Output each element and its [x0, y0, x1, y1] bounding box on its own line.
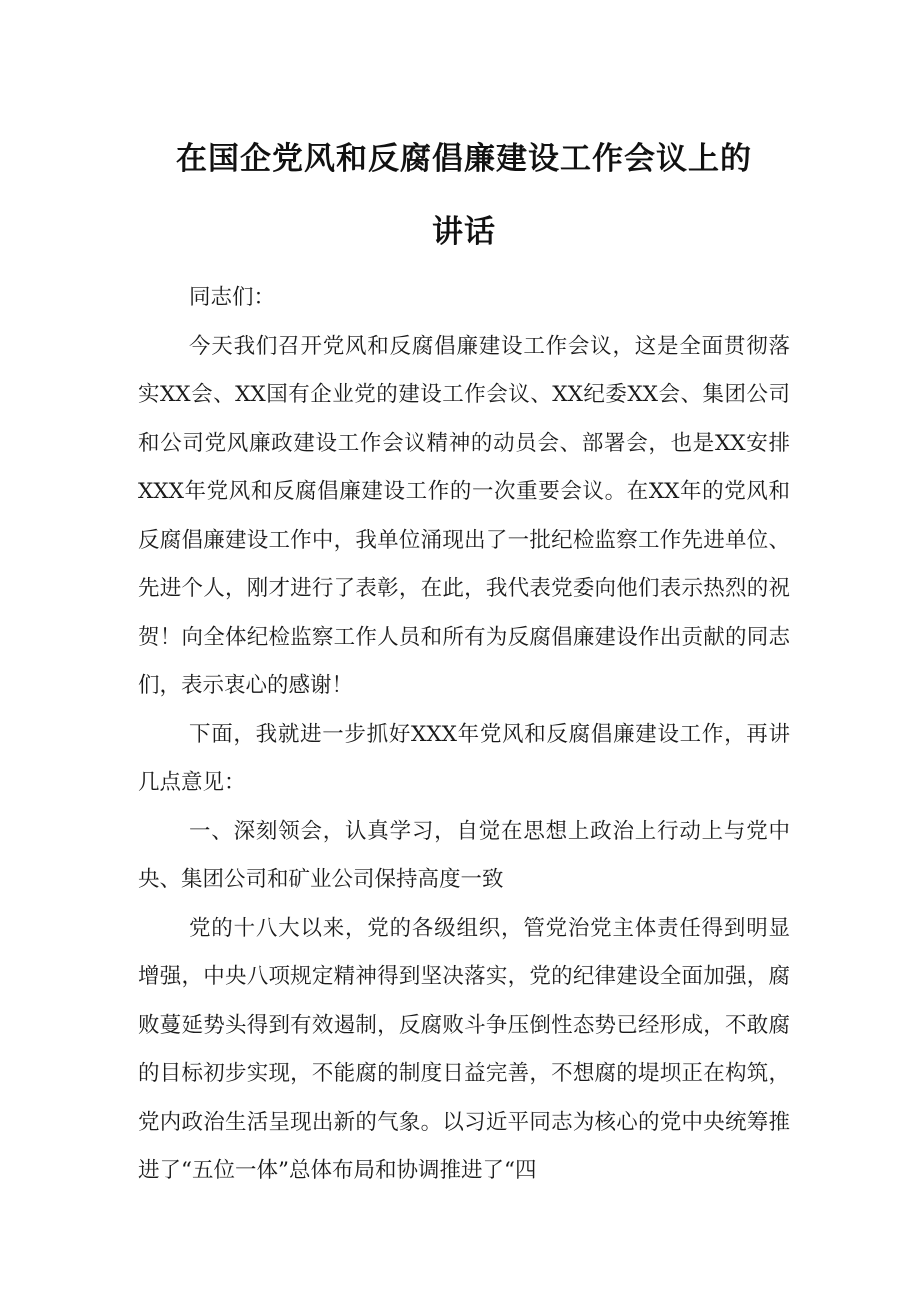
- salutation: 同志们：: [189, 285, 276, 310]
- paragraph-opening: 今天我们召开党风和反腐倡廉建设工作会议，这是全面贯彻落实XX会、XX国有企业党的建设工作会议、XX纪委XX会、集团公司和公司党风廉政建设工作会议精神的动员会、部署会，也是XX安排XXX年党风和反腐倡廉建设工作的一次重要会议。在XX年的党风和反腐倡廉建设工作中，我单位涌现出了一批纪检监察工作先进单位、先进个人，刚才进行了表彰，在此，我代表党委向他们表示热烈的祝贺！向全体纪检监察工作人员和所有为反腐倡廉建设作出贡献的同志们，表示衷心的感谢！: [138, 333, 790, 698]
- document-title-line-2: 讲话: [432, 214, 496, 250]
- document-body: [138, 274, 790, 1196]
- document-title-line-1: 在国企党风和反腐倡廉建设工作会议上的: [176, 141, 752, 177]
- paragraph-section-1: 党的十八大以来，党的各级组织，管党治党主体责任得到明显增强，中央八项规定精神得到坚决落实，党的纪律建设全面加强，腐败蔓延势头得到有效遏制，反腐败斗争压倒性态势已经形成，不敢腐的目标初步实现，不能腐的制度日益完善，不想腐的堤坝正在构筑，党内政治生活呈现出新的气象。以习近平同志为核心的党中央统筹推进了“五位一体”总体布局和协调推进了“四: [138, 915, 790, 1183]
- paragraph-transition: 下面，我就进一步抓好XXX年党风和反腐倡廉建设工作，再讲几点意见：: [138, 721, 790, 795]
- section-heading-1: 一、深刻领会，认真学习，自觉在思想上政治上行动上与党中央、集团公司和矿业公司保持高度一致: [138, 818, 790, 892]
